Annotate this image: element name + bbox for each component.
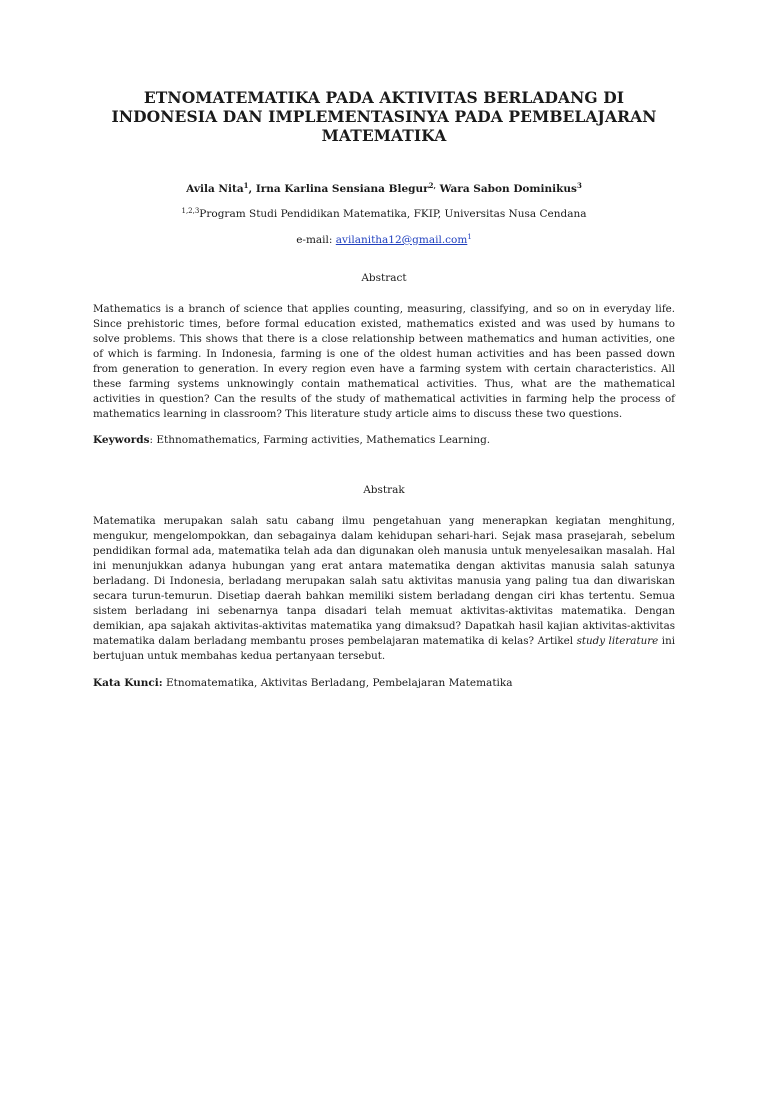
keywords-line — [93, 434, 675, 446]
abstrak-body — [93, 514, 675, 664]
abstract-body: Mathematics is a branch of science that applies counting, measuring, classifying, and so on in everyday life. Since prehistoric times, before formal education existed, mathematics existed and was used by humans to solve problems. This shows that there is a close relationship between mathematics and human activities, one of which is farming. In Indonesia, farming is one of the oldest human activities and has been passed down from generation to generation. In every region even have a farming system with certain characteristics. All these farming systems unknowingly contain mathematical activities. Thus, what are the mathematical activities in question? Can the results of the study of mathematical activities in farming help the process of mathematics learning in classroom? This literature study article aims to discuss these two questions. — [93, 303, 675, 420]
abstrak-heading: Abstrak — [363, 484, 405, 496]
abstract-heading: Abstract — [361, 272, 407, 284]
keywords-text: : Ethnomathematics, Farming activities, Mathematics Learning. — [149, 434, 491, 446]
affiliation-sup: 1,2,3 — [181, 207, 200, 215]
author-list — [93, 181, 675, 195]
author-separator-1: , — [248, 183, 256, 195]
email-sup: 1 — [467, 233, 472, 241]
author-3-name: Wara Sabon Dominikus — [439, 183, 577, 195]
paper-page — [0, 88, 768, 1112]
author-2-name: Irna Karlina Sensiana Blegur — [255, 183, 429, 195]
paper-title — [93, 88, 675, 145]
affiliation — [93, 207, 675, 220]
kata-kunci-line — [93, 677, 675, 689]
author-2-sup: 2, — [428, 181, 436, 190]
email-label: e-mail: — [296, 234, 336, 246]
email-line — [93, 233, 675, 246]
title-line-3: MATEMATIKA — [321, 126, 447, 145]
abstrak-text-1: Matematika merupakan salah satu cabang ilmu pengetahuan yang menerapkan kegiatan menghitung, mengukur, mengelompokkan, dan sebagainya dalam kehidupan sehari-hari. Sejak masa prasejarah, sebelum pendidikan formal ada, matematika telah ada dan digunakan oleh manusia untuk menyelesaikan masalah. Hal ini menunjukkan adanya hubungan yang erat antara matematika dengan aktivitas manusia salah satunya berladang. Di Indonesia, berladang merupakan salah satu aktivitas manusia yang paling tua dan diwariskan secara turun-temurun. Disetiap daerah bahkan memiliki sistem berladang dengan ciri khas tertentu. Semua sistem berladang ini sebenarnya tanpa disadari telah memuat aktivitas-aktivitas matematika. Dengan demikian, apa sajakah aktivitas-aktivitas matematika yang dimaksud? Dapatkah hasil kajian aktivitas-aktivitas matematika dalam berladang membantu proses pembelajaran matematika di kelas? Artikel — [93, 515, 675, 647]
abstrak-italic-term: study literature — [576, 635, 659, 647]
author-3-sup: 3 — [576, 181, 582, 190]
kata-kunci-label: Kata Kunci: — [93, 677, 163, 689]
author-1-name: Avila Nita — [186, 183, 244, 195]
affiliation-text: Program Studi Pendidikan Matematika, FKIP, Universitas Nusa Cendana — [199, 208, 587, 220]
email-link[interactable]: avilanitha12@gmail.com — [335, 234, 468, 246]
abstrak-text-2: ini bertujuan untuk membahas kedua pertanyaan tersebut. — [93, 635, 675, 662]
kata-kunci-text: Etnomatematika, Aktivitas Berladang, Pembelajaran Matematika — [162, 677, 513, 689]
title-line-1: ETNOMATEMATIKA PADA AKTIVITAS BERLADANG DI — [143, 88, 625, 107]
author-1-sup: 1 — [243, 181, 249, 190]
keywords-label: Keywords — [93, 434, 150, 446]
title-line-2: INDONESIA DAN IMPLEMENTASINYA PADA PEMBELAJARAN — [111, 107, 657, 126]
